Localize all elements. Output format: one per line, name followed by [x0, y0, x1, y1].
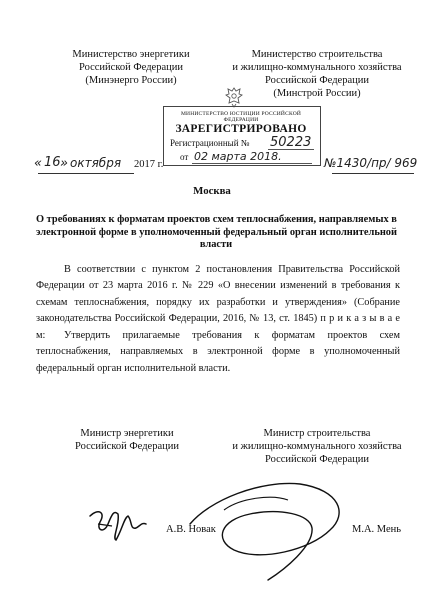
ministry-construction-line4: (Минстрой России)	[273, 88, 361, 99]
signature-right-title3: Российской Федерации	[265, 454, 369, 465]
order-date-row	[34, 155, 424, 175]
signature-right-handwritten	[180, 470, 350, 588]
city: Москва	[193, 185, 231, 197]
order-title	[36, 214, 396, 252]
order-date-month: октября	[70, 156, 122, 170]
stamp-date: 02 марта 2018.	[194, 150, 282, 163]
order-date-underline	[38, 173, 134, 174]
order-date-quote-close: »	[60, 156, 69, 171]
signature-left-title	[62, 427, 192, 453]
title-line3: власти	[199, 239, 233, 251]
stamp-date-prefix: от	[180, 152, 189, 162]
order-number-underline	[332, 173, 414, 174]
title-line1: О требованиях к форматам проектов схем теплоснабжения, направляемых в	[36, 214, 397, 225]
signature-left-title2: Российской Федерации	[75, 441, 179, 452]
coat-of-arms-icon	[224, 86, 244, 108]
order-date-quote-open: «	[34, 156, 43, 171]
ministry-energy-line1: Министерство энергетики	[72, 49, 190, 60]
title-line2: электронной форме в уполномоченный федеральный орган исполнительной	[36, 226, 397, 238]
signature-left-name: А.В. Новак	[166, 524, 216, 535]
body-paragraph-2: Утвердить прилагаемые требования к форматам проектов схем теплоснабжения, направляемых в электронной форме в уполномоченный федеральный орган исполнительной власти.	[36, 330, 400, 374]
signature-right-title1: Министр строительства	[263, 428, 371, 439]
signature-right-name: М.А. Мень	[352, 524, 402, 535]
ministry-energy-line2: Российской Федерации	[79, 62, 183, 73]
signature-right-title2: и жилищно-коммунального хозяйства	[232, 441, 402, 452]
header-right	[222, 48, 412, 100]
ministry-construction-line2: и жилищно-коммунального хозяйства	[232, 62, 402, 73]
signature-left-handwritten	[84, 504, 164, 544]
ministry-construction-line1: Министерство строительства	[251, 49, 383, 60]
header-left	[56, 48, 206, 87]
stamp-reg-label: Регистрационный №	[170, 138, 250, 148]
stamp-ministry: МИНИСТЕРСТВО ЮСТИЦИИ РОССИЙСКОЙ ФЕДЕРАЦИИ	[180, 111, 302, 123]
stamp-reg-number: 50223	[270, 135, 312, 150]
order-date-year: 2017 г.	[134, 159, 164, 170]
ministry-energy-line3: (Минэнерго России)	[85, 75, 177, 86]
body-paragraph-1: В соответствии с пунктом 2 постановления Правительства Российской Федерации от 23 марта 2016 г. № 229 «О внесении изменений в требования к схемам теплоснабжения, порядку их разработки и утверждения» (Собрание законодательства Российской Федерации, 2016, № 13, ст. 1845) п р и к а з ы в а е м:	[36, 264, 400, 341]
stamp-status: ЗАРЕГИСТРИРОВАНО	[175, 123, 307, 135]
order-date-day: 16	[44, 155, 61, 170]
signature-left-title1: Министр энергетики	[80, 428, 174, 439]
ministry-construction-line3: Российской Федерации	[265, 75, 369, 86]
signature-right-title	[222, 427, 412, 466]
order-number: №1430/пр/ 969	[324, 156, 418, 170]
